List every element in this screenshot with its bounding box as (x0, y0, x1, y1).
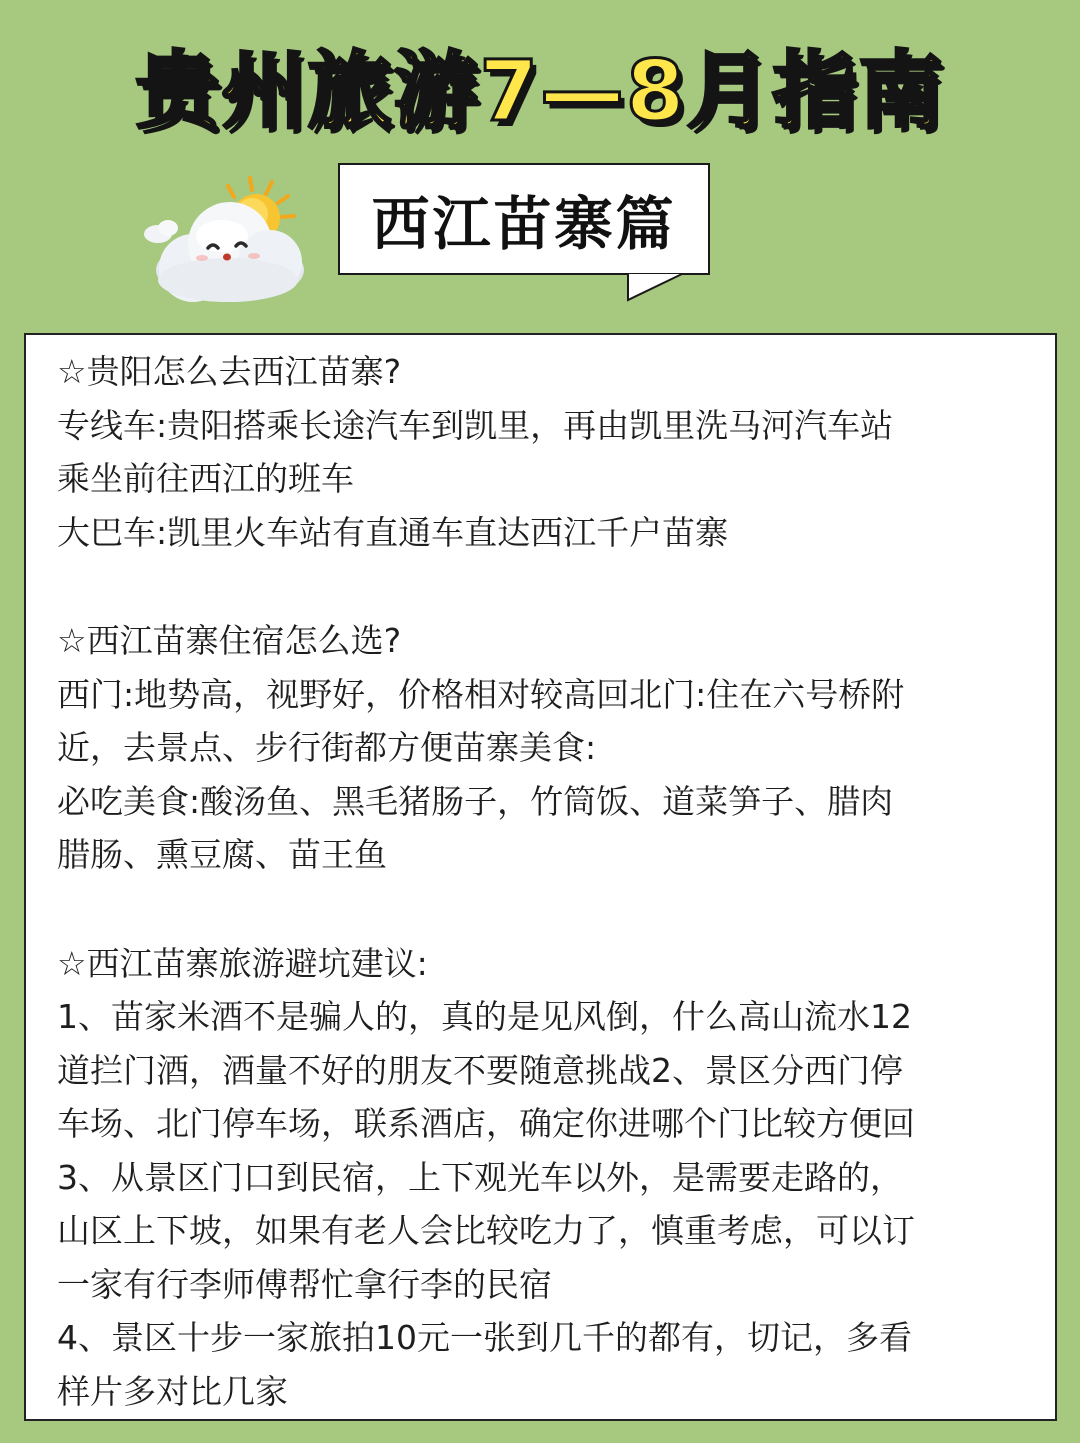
paragraph-line: 一家有行李师傅帮忙拿行李的民宿 (57, 1264, 552, 1304)
section-heading: ☆贵阳怎么去西江苗寨? (57, 352, 402, 391)
section-heading: ☆西江苗寨住宿怎么选? (57, 621, 402, 660)
paragraph-line: 腊肠、熏豆腐、苗王鱼 (57, 835, 387, 874)
paragraph-line: 近，去景点、步行街都方便苗寨美食: (57, 728, 597, 767)
paragraph-line: 样片多对比几家 (57, 1371, 288, 1411)
page-title: 贵州旅游7—8月指南 (135, 42, 945, 140)
paragraph-line: 4、景区十步一家旅拍10元一张到几千的都有，切记，多看 (57, 1318, 912, 1357)
paragraph-line: 专线车:贵阳搭乘长途汽车到凯里，再由凯里洗马河汽车站 (57, 405, 894, 445)
cloud-sun-mascot-icon (138, 170, 318, 310)
paragraph-line: 1、苗家米酒不是骗人的，真的是见风倒，什么高山流水12 (57, 997, 912, 1036)
paragraph-line: 山区上下坡，如果有老人会比较吃力了，慎重考虑，可以订 (57, 1211, 915, 1250)
paragraph-line: 西门:地势高，视野好，价格相对较高回北门:住在六号桥附 (57, 674, 905, 714)
paragraph-line: 3、从景区门口到民宿，上下观光车以外，是需要走路的， (57, 1157, 903, 1197)
subtitle: 西江苗寨篇 (371, 190, 677, 258)
paragraph-line: 道拦门酒，酒量不好的朋友不要随意挑战2、景区分西门停 (57, 1050, 903, 1090)
section-lodging (57, 614, 1037, 882)
paragraph-line: 车场、北门停车场，联系酒店，确定你进哪个门比较方便回 (57, 1104, 915, 1143)
content-card (24, 333, 1057, 1421)
section-heading: ☆西江苗寨旅游避坑建议: (57, 943, 428, 983)
section-tips (57, 937, 1037, 1419)
section-transport (57, 345, 1037, 559)
paragraph-line: 乘坐前往西江的班车 (57, 459, 354, 498)
guide-content (57, 345, 1037, 1418)
paragraph-line: 必吃美食:酸汤鱼、黑毛猪肠子，竹筒饭、道菜笋子、腊肉 (57, 781, 894, 821)
speech-bubble-tail (626, 272, 686, 304)
subtitle-speech-bubble (338, 163, 710, 275)
paragraph-line: 大巴车:凯里火车站有直通车直达西江千户苗寨 (57, 512, 729, 552)
